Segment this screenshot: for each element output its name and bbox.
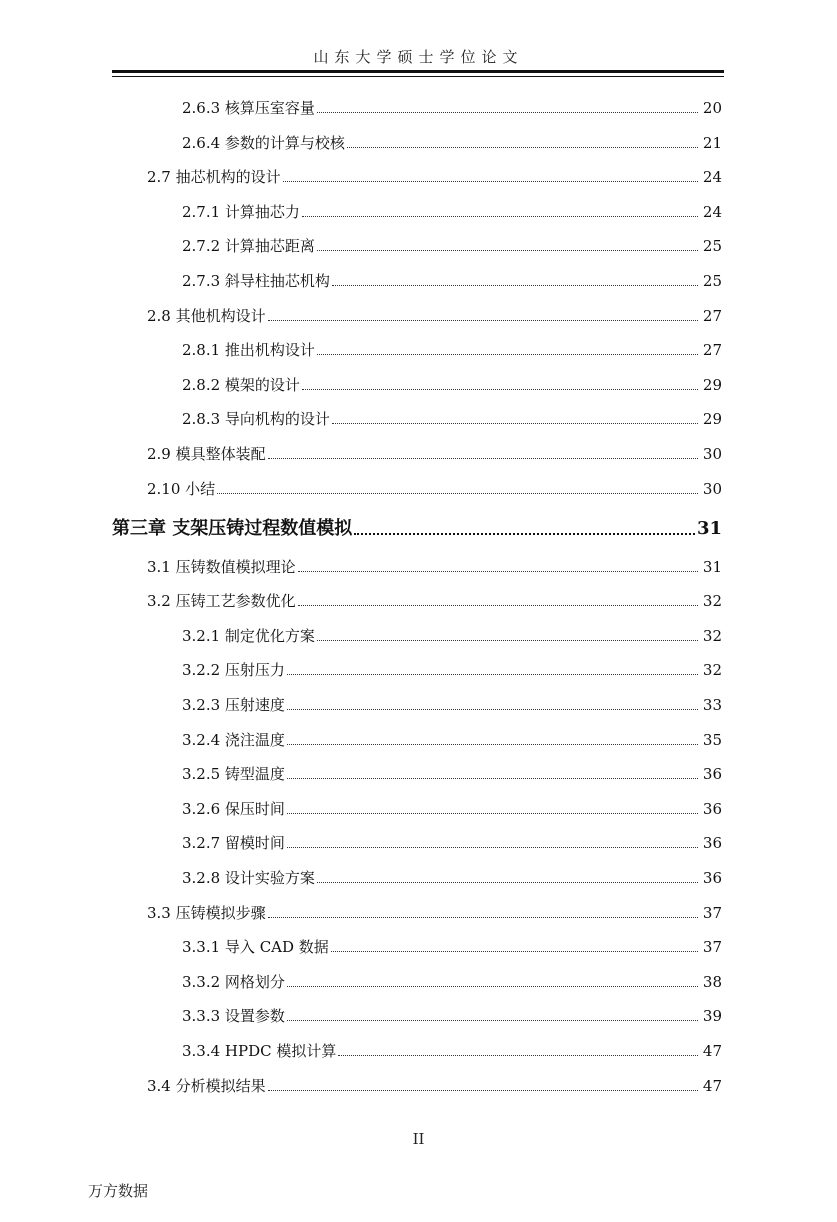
toc-dot-leader [332, 284, 698, 286]
toc-entry-page: 47 [702, 1042, 722, 1060]
toc-entry[interactable] [182, 972, 722, 992]
toc-dot-leader [302, 388, 698, 390]
toc-entry-title: 3.2.1 制定优化方案 [182, 626, 315, 645]
toc-entry[interactable] [182, 236, 722, 256]
toc-entry-title: 3.3.2 网格划分 [182, 972, 285, 991]
toc-entry-page: 33 [702, 696, 722, 714]
toc-dot-leader [317, 249, 698, 251]
toc-entry-page: 29 [702, 410, 722, 429]
toc-entry-page: 29 [702, 375, 722, 394]
running-header-title: 山东大学硕士学位论文 [313, 48, 524, 66]
toc-entry-title: 2.6.4 参数的计算与校核 [182, 133, 345, 152]
toc-entry[interactable] [182, 626, 722, 646]
toc-entry[interactable] [182, 271, 722, 291]
toc-dot-leader [298, 604, 698, 606]
toc-entry-title: 3.2.2 压射压力 [182, 661, 285, 680]
toc-entry[interactable] [147, 591, 722, 611]
toc-entry[interactable] [182, 340, 722, 360]
toc-entry-page: 25 [702, 272, 722, 290]
toc-entry-title: 3.3.1 导入 CAD 数据 [182, 938, 329, 957]
toc-dot-leader [217, 492, 698, 494]
toc-entry-title: 3.2.3 压射速度 [182, 696, 285, 714]
toc-entry-page: 32 [702, 661, 722, 680]
toc-entry-page: 24 [702, 168, 722, 187]
toc-entry[interactable] [147, 1076, 722, 1096]
toc-entry-page: 21 [702, 133, 722, 152]
toc-entry[interactable] [182, 764, 722, 784]
toc-entry-page: 32 [702, 592, 722, 611]
toc-entry-page: 31 [702, 557, 722, 576]
toc-entry[interactable] [182, 937, 722, 957]
toc-entry-page: 24 [702, 202, 722, 221]
toc-entry[interactable] [147, 903, 722, 923]
toc-dot-leader [283, 180, 698, 182]
toc-entry-page: 30 [702, 445, 722, 463]
toc-dot-leader [287, 743, 698, 745]
toc-entry-page: 47 [702, 1076, 722, 1095]
toc-dot-leader [268, 1089, 698, 1091]
toc-dot-leader [287, 708, 698, 710]
toc-entry-page: 35 [702, 730, 722, 749]
toc-dot-leader [298, 570, 698, 572]
toc-dot-leader [338, 1054, 698, 1056]
toc-entry-title: 3.3.3 设置参数 [182, 1007, 285, 1026]
toc-entry[interactable] [182, 833, 722, 853]
toc-entry-title: 3.1 压铸数值模拟理论 [147, 557, 296, 576]
toc-entry[interactable] [182, 1041, 722, 1061]
toc-entry-title: 2.7.3 斜导柱抽芯机构 [182, 272, 330, 290]
toc-dot-leader [347, 146, 698, 148]
toc-entry[interactable] [182, 1006, 722, 1026]
toc-entry-page: 36 [702, 799, 722, 818]
toc-entry-page: 36 [702, 765, 722, 784]
toc-dot-leader [317, 639, 698, 641]
toc-entry[interactable] [147, 479, 722, 499]
toc-entry-page: 36 [702, 834, 722, 853]
toc-entry[interactable] [182, 660, 722, 680]
header-rule-thick [112, 70, 724, 73]
toc-entry-title: 2.7 抽芯机构的设计 [147, 168, 281, 187]
toc-chapter-entry[interactable] [112, 517, 722, 541]
toc-dot-leader [287, 673, 698, 675]
toc-dot-leader [287, 777, 698, 779]
toc-entry[interactable] [182, 730, 722, 750]
toc-entry-title: 2.8 其他机构设计 [147, 306, 266, 325]
toc-dot-leader [268, 916, 698, 918]
toc-dot-leader [287, 1019, 698, 1021]
toc-dot-leader [317, 353, 698, 355]
toc-dot-leader [268, 457, 698, 459]
toc-entry-page: 30 [702, 479, 722, 498]
toc-entry-title: 3.2.4 浇注温度 [182, 730, 285, 749]
toc-entry-title: 3.3 压铸模拟步骤 [147, 903, 266, 922]
toc-entry[interactable] [147, 444, 722, 464]
toc-dot-leader [332, 422, 698, 424]
toc-entry-page: 36 [702, 869, 722, 887]
toc-entry-page: 31 [696, 517, 722, 539]
toc-entry-page: 39 [702, 1007, 722, 1026]
toc-entry[interactable] [182, 799, 722, 819]
toc-entry[interactable] [182, 409, 722, 429]
toc-entry-title: 2.8.1 推出机构设计 [182, 341, 315, 360]
toc-dot-leader [287, 812, 698, 814]
toc-entry[interactable] [182, 202, 722, 222]
toc-entry-page: 20 [702, 99, 722, 117]
toc-entry-page: 37 [702, 903, 722, 922]
toc-entry-page: 27 [702, 306, 722, 325]
toc-entry[interactable] [147, 557, 722, 577]
toc-entry-title: 第三章 支架压铸过程数值模拟 [112, 517, 353, 539]
toc-entry-title: 3.2 压铸工艺参数优化 [147, 592, 296, 611]
toc-dot-leader [331, 950, 698, 952]
toc-entry-title: 3.2.6 保压时间 [182, 799, 285, 818]
toc-entry-page: 37 [702, 938, 722, 957]
toc-entry-page: 32 [702, 626, 722, 645]
toc-entry[interactable] [147, 167, 722, 187]
toc-entry-title: 3.2.8 设计实验方案 [182, 869, 315, 887]
toc-entry[interactable] [182, 375, 722, 395]
toc-entry-title: 2.8.3 导向机构的设计 [182, 410, 330, 429]
toc-entry-title: 2.9 模具整体装配 [147, 445, 266, 463]
toc-entry[interactable] [182, 133, 722, 153]
toc-dot-leader [317, 881, 698, 883]
toc-dot-leader [268, 319, 698, 321]
toc-dot-leader [317, 111, 698, 113]
toc-entry[interactable] [182, 868, 722, 888]
toc-entry[interactable] [182, 98, 722, 118]
toc-entry-title: 2.7.2 计算抽芯距离 [182, 237, 315, 256]
toc-entry-title: 3.2.5 铸型温度 [182, 765, 285, 784]
toc-entry-title: 2.7.1 计算抽芯力 [182, 202, 300, 221]
toc-dot-leader [302, 215, 698, 217]
toc-entry[interactable] [182, 695, 722, 715]
toc-entry-page: 27 [702, 341, 722, 360]
toc-entry-page: 25 [702, 237, 722, 256]
toc-entry-title: 2.8.2 模架的设计 [182, 375, 300, 394]
page-number: II [412, 1130, 425, 1148]
toc-entry-title: 3.3.4 HPDC 模拟计算 [182, 1042, 337, 1060]
toc-dot-leader [287, 985, 698, 987]
header-rule-thin [112, 76, 724, 77]
toc-entry-title: 3.4 分析模拟结果 [147, 1076, 266, 1095]
toc-entry-page: 38 [702, 972, 722, 991]
toc-dot-leader [287, 846, 698, 848]
toc-entry-title: 3.2.7 留模时间 [182, 834, 285, 853]
toc-dot-leader [354, 532, 695, 535]
watermark-text: 万方数据 [88, 1182, 149, 1200]
toc-entry-title: 2.10 小结 [147, 479, 216, 498]
toc-entry[interactable] [147, 306, 722, 326]
toc-entry-title: 2.6.3 核算压室容量 [182, 99, 315, 117]
